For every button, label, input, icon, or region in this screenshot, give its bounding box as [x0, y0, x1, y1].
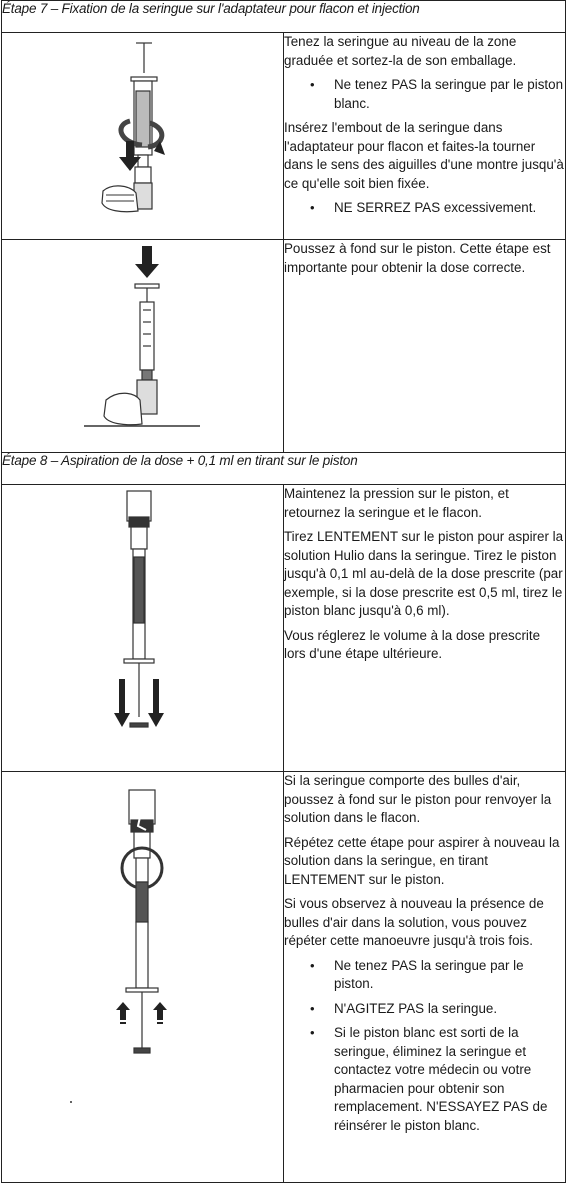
step8-row2-p1: Si la seringue comporte des bulles d'air, poussez à fond sur le piston pour renvoyer la solution dans le flacon.: [284, 773, 552, 825]
step8-illustration-bubbles: [2, 772, 284, 1183]
step8-row2-p2: Répétez cette étape pour aspirer à nouveau la solution dans la seringue, en tirant LENTEMENT sur le piston.: [284, 834, 560, 887]
step8-row1-p2: Tirez LENTEMENT sur le piston pour aspirer la solution Hulio dans la seringue. Tirez le piston jusqu'à 0,1 ml au-delà de la dose prescrite (par exemple, si la dose prescrite est 0,5 ml, tirez le piston blanc jusqu'à 0,6 ml).: [284, 529, 564, 618]
step8-row2-text: [284, 772, 566, 1183]
step7-row2-text: [284, 240, 566, 453]
step8-row1-text: [284, 485, 566, 772]
step8-title: Étape 8 – Aspiration de la dose + 0,1 ml en tirant sur le piston: [2, 453, 566, 485]
step7-row1-bullets: [284, 76, 565, 113]
step8-row2-bullets: [284, 957, 565, 1136]
step8-row2-b1: • Ne tenez PAS la seringue par le piston.: [334, 957, 565, 994]
step7-row1-b2: • NE SERREZ PAS excessivement.: [334, 199, 565, 218]
syringe-draw-figure: [2, 485, 275, 771]
step7-title: Étape 7 – Fixation de la seringue sur l'adaptateur pour flacon et injection: [2, 1, 566, 33]
instructions-table: [1, 0, 566, 1183]
step7-row1-text: [284, 33, 566, 240]
step7-illustration-push: [2, 240, 284, 453]
step7-row1-p2: Insérez l'embout de la seringue dans l'adaptateur pour flacon et faites-la tourner dans le sens des aiguilles d'une montre jusqu'à ce qu'elle soit bien fixée.: [284, 120, 564, 191]
step7-row1-p1: Tenez la seringue au niveau de la zone graduée et sortez-la de son emballage.: [284, 34, 517, 68]
step8-illustration-draw: [2, 485, 284, 772]
step8-row1-p1: Maintenez la pression sur le piston, et retournez la seringue et le flacon.: [284, 486, 509, 520]
step7-row2-p1: Poussez à fond sur le piston. Cette étape est importante pour obtenir la dose correcte.: [284, 241, 551, 275]
syringe-push-figure: [2, 240, 275, 452]
step8-row1-p3: Vous réglerez le volume à la dose prescrite lors d'une étape ultérieure.: [284, 627, 541, 661]
step7-row1-b1: • Ne tenez PAS la seringue par le piston blanc.: [334, 76, 565, 113]
step7-illustration-attach: [2, 33, 284, 240]
step8-row2-p3: Si vous observez à nouveau la présence de bulles d'air dans la solution, vous pouvez répéter cette manoeuvre jusqu'à trois fois.: [284, 896, 544, 948]
stray-dot: [70, 1101, 72, 1103]
step8-row2-b3: • Si le piston blanc est sorti de la seringue, éliminez la seringue et contactez votre médecin ou votre pharmacien pour obtenir son remplacement. N'ESSAYEZ PAS de réinsérer le piston blanc.: [334, 1024, 565, 1135]
syringe-bubbles-figure: [2, 772, 275, 1182]
step7-row1-bullets-2: [284, 199, 565, 218]
syringe-attach-figure: [2, 33, 275, 239]
step8-row2-b2: • N'AGITEZ PAS la seringue.: [334, 1000, 565, 1019]
